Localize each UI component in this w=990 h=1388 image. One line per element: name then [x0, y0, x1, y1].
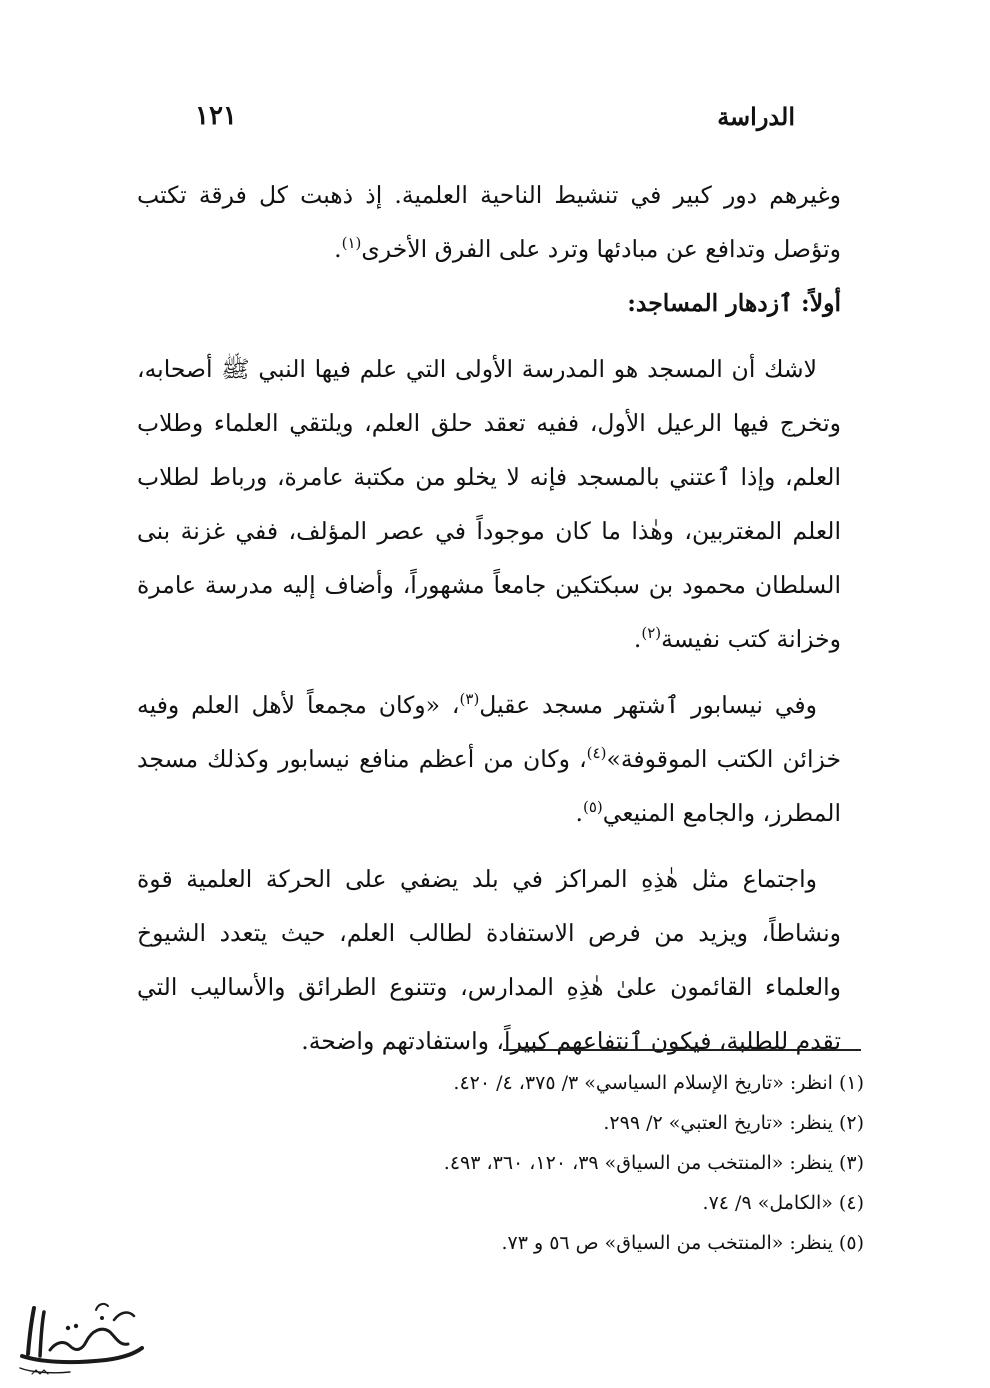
body-text [137, 168, 841, 1068]
paragraph: وغيرهم دور كبير في تنشيط الناحية العلمية. إذ ذهبت كل فرقة تكتب وتؤصل وتدافع عن مبادئها وترد على الفرق الأخرى$^{(١)}$. [137, 181, 841, 263]
paragraph: وفي نيسابور ٱشتهر مسجد عقيل$^{(٣)}$، «وكان مجمعاً لأهل العلم وفيه خزائن الكتب الموقوفة»$^{(٤)}$، وكان من أعظم منافع نيسابور وكذلك مسجد المطرز، والجامع المنيعي$^{(٥)}$. [137, 690, 841, 827]
paragraph-gap [137, 840, 841, 852]
running-head [195, 96, 795, 136]
footnote: (٣) ينظر: «المنتخب من السياق» ٣٩، ١٢٠، ٣٦٠، ٤٩٣. [443, 1152, 864, 1174]
footnote: (١) انظر: «تاريخ الإسلام السياسي» ٣/ ٣٧٥، ٤/ ٤٢٠. [453, 1072, 864, 1094]
footnote-separator [503, 1049, 861, 1051]
paragraph-gap [137, 666, 841, 678]
footnote: (٥) ينظر: «المنتخب من السياق» ص ٥٦ و ٧٣. [501, 1232, 864, 1254]
footnotes [300, 1063, 864, 1263]
section-heading: أولاً: ٱزدهار المساجد: [627, 289, 841, 317]
footnote: (٢) ينظر: «تاريخ العتبي» ٢/ ٢٩٩. [603, 1112, 864, 1134]
footnote-ref[interactable]: (٣) [459, 690, 480, 709]
footnote-ref[interactable]: (٤) [586, 744, 607, 763]
paragraph-gap [137, 330, 841, 342]
footnote: (٤) «الكامل» ٩/ ٧٤. [702, 1192, 864, 1214]
footnote-ref[interactable]: (٢) [641, 624, 662, 643]
calligraphy-logo-icon [10, 1290, 150, 1382]
paragraph: لاشك أن المسجد هو المدرسة الأولى التي علم فيها النبي ﷺ أصحابه، وتخرج فيها الرعيل الأول، ففيه تعقد حلق العلم، ويلتقي العلماء وطلاب العلم، وإذا ٱعتني بالمسجد فإنه لا يخلو من مكتبة عامرة، ورباط لطلاب العلم المغتربين، وهٰذا ما كان موجوداً في عصر المؤلف، ففي غزنة بنى السلطان محمود بن سبكتكين جامعاً مشهوراً، وأضاف إليه مدرسة عامرة وخزانة كتب نفيسة$^{(٢)}$. [137, 355, 841, 653]
footnote-ref[interactable]: (٥) [582, 798, 603, 817]
paragraph: واجتماع مثل هٰذِهِ المراكز في بلد يضفي على الحركة العلمية قوة ونشاطاً، ويزيد من فرص الاستفادة لطالب العلم، حيث يتعدد الشيوخ والعلماء القائمون علىٰ هٰذِهِ المدارس، وتتنوع الطرائق والأساليب التي تقدم للطلبة، فيكون ٱنتفاعهم كبيراً، واستفادتهم واضحة. [137, 865, 841, 1055]
page-number: ١٢١ [195, 101, 237, 131]
footnote-ref[interactable]: (١) [341, 234, 362, 253]
running-title: الدراسة [717, 101, 795, 131]
